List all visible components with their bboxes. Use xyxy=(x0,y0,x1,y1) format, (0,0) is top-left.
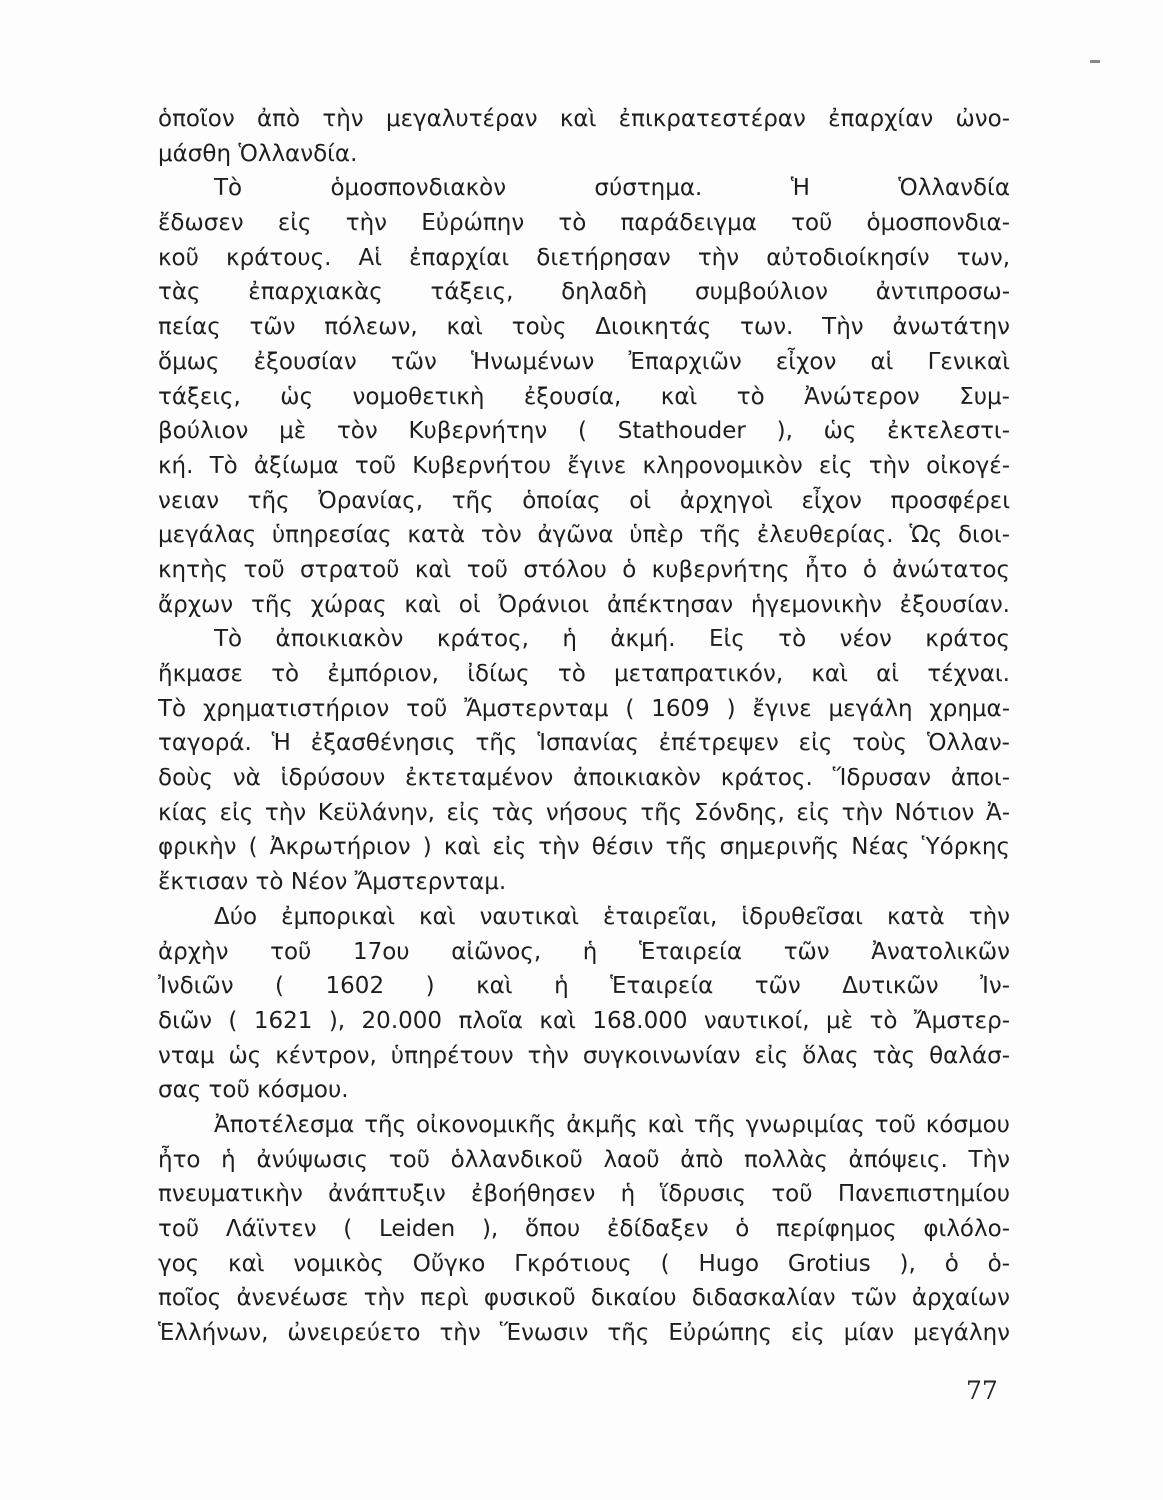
text-line: Ἰνδιῶν ( 1602 ) καὶ ἡ Ἑταιρεία τῶν Δυτικῶν Ἰν- xyxy=(158,973,1010,1000)
print-speck xyxy=(1090,60,1100,63)
text-line: βούλιον μὲ τὸν Κυβερνήτην ( Stathouder ), ὡς ἐκτελεστι- xyxy=(158,418,1010,445)
text-line: κητὴς τοῦ στρατοῦ καὶ τοῦ στόλου ὁ κυβερνήτης ἦτο ὁ ἀνώτατος xyxy=(158,556,1010,583)
text-line: ἦτο ἡ ἀνύψωσις τοῦ ὁλλανδικοῦ λαοῦ ἀπὸ πολλὰς ἀπόψεις. Τὴν xyxy=(158,1146,1010,1173)
text-line: κίας εἰς τὴν Κεϋλάνην, εἰς τὰς νήσους τῆς Σόνδης, εἰς τὴν Νότιον Ἀ- xyxy=(158,799,1010,826)
text-line: ἤκμασε τὸ ἐμπόριον, ἰδίως τὸ μεταπρατικόν, καὶ αἱ τέχναι. xyxy=(158,661,1010,687)
text-line: γος καὶ νομικὸς Οὔγκο Γκρότιους ( Hugo Grotius ), ὁ ὁ- xyxy=(158,1250,1010,1277)
page-number: 77 xyxy=(966,1376,998,1405)
text-line: ταγορά. Ἡ ἐξασθένησις τῆς Ἱσπανίας ἐπέτρεψεν εἰς τοὺς Ὁλλαν- xyxy=(158,730,1010,757)
text-line: Ἑλλήνων, ὠνειρεύετο τὴν Ἕνωσιν τῆς Εὐρώπης εἰς μίαν μεγάλην xyxy=(158,1320,1010,1347)
text-line: Τὸ ὁμοσπονδιακὸν σύστημα. Ἡ Ὁλλανδία xyxy=(214,175,1010,202)
text-line: Τὸ χρηματιστήριον τοῦ Ἄμστερνταμ ( 1609 ) ἔγινε μεγάλη χρημα- xyxy=(158,695,1010,722)
text-line: ἔκτισαν τὸ Νέον Ἄμστερνταμ. xyxy=(158,869,507,896)
text-line: τοῦ Λάϊντεν ( Leiden ), ὅπου ἐδίδαξεν ὁ περίφημος φιλόλο- xyxy=(158,1216,1010,1242)
text-line: πνευματικὴν ἀνάπτυξιν ἐβοήθησεν ἡ ἵδρυσις τοῦ Πανεπιστημίου xyxy=(158,1181,1010,1208)
text-line: ἔδωσεν εἰς τὴν Εὐρώπην τὸ παράδειγμα τοῦ ὁμοσπονδια- xyxy=(158,210,1010,237)
body-text xyxy=(158,102,1010,1351)
text-line: δοὺς νὰ ἱδρύσουν ἐκτεταμένον ἀποικιακὸν κράτος. Ἵδρυσαν ἀποι- xyxy=(158,765,1010,792)
text-line: κοῦ κράτους. Αἱ ἐπαρχίαι διετήρησαν τὴν αὐτοδιοίκησίν των, xyxy=(158,244,1010,271)
text-line: κή. Τὸ ἀξίωμα τοῦ Κυβερνήτου ἔγινε κληρονομικὸν εἰς τὴν οἰκογέ- xyxy=(158,452,1010,479)
text-line: ὅμως ἐξουσίαν τῶν Ἡνωμένων Ἐπαρχιῶν εἶχον αἱ Γενικαὶ xyxy=(158,348,1010,375)
text-line: ποῖος ἀνενέωσε τὴν περὶ φυσικοῦ δικαίου διδασκαλίαν τῶν ἀρχαίων xyxy=(158,1285,1010,1312)
text-line: πείας τῶν πόλεων, καὶ τοὺς Διοικητάς των. Τὴν ἀνωτάτην xyxy=(158,314,1010,341)
text-line: Δύο ἐμπορικαὶ καὶ ναυτικαὶ ἑταιρεῖαι, ἱδρυθεῖσαι κατὰ τὴν xyxy=(214,903,1010,930)
text-line: μάσθη Ὁλλανδία. xyxy=(158,140,358,167)
text-line: διῶν ( 1621 ), 20.000 πλοῖα καὶ 168.000 ναυτικοί, μὲ τὸ Ἄμστερ- xyxy=(158,1007,1010,1034)
text-line: Τὸ ἀποικιακὸν κράτος, ἡ ἀκμή. Εἰς τὸ νέον κράτος xyxy=(214,626,1010,653)
text-line: νειαν τῆς Ὀρανίας, τῆς ὁποίας οἱ ἀρχηγοὶ εἶχον προσφέρει xyxy=(158,487,1010,514)
text-line: Ἀποτέλεσμα τῆς οἰκονομικῆς ἀκμῆς καὶ τῆς γνωριμίας τοῦ κόσμου xyxy=(214,1111,1010,1138)
text-line: τὰς ἐπαρχιακὰς τάξεις, δηλαδὴ συμβούλιον ἀντιπροσω- xyxy=(158,279,1010,306)
text-line: ὁποῖον ἀπὸ τὴν μεγαλυτέραν καὶ ἐπικρατεστέραν ἐπαρχίαν ὠνο- xyxy=(158,106,1010,132)
text-line: σας τοῦ κόσμου. xyxy=(158,1077,349,1104)
text-line: μεγάλας ὑπηρεσίας κατὰ τὸν ἀγῶνα ὑπὲρ τῆς ἐλευθερίας. Ὡς διοι- xyxy=(158,522,1010,549)
text-line: νταμ ὡς κέντρον, ὑπηρέτουν τὴν συγκοινωνίαν εἰς ὅλας τὰς θαλάσ- xyxy=(158,1042,1010,1069)
text-line: ἄρχων τῆς χώρας καὶ οἱ Ὀράνιοι ἀπέκτησαν ἡγεμονικὴν ἐξουσίαν. xyxy=(158,591,1010,618)
text-line: ἀρχὴν τοῦ 17ου αἰῶνος, ἡ Ἑταιρεία τῶν Ἀνατολικῶν xyxy=(158,938,1010,965)
text-line: φρικὴν ( Ἀκρωτήριον ) καὶ εἰς τὴν θέσιν τῆς σημερινῆς Νέας Ὑόρκης xyxy=(158,834,1010,861)
text-line: τάξεις, ὡς νομοθετικὴ ἐξουσία, καὶ τὸ Ἀνώτερον Συμ- xyxy=(158,383,1010,410)
